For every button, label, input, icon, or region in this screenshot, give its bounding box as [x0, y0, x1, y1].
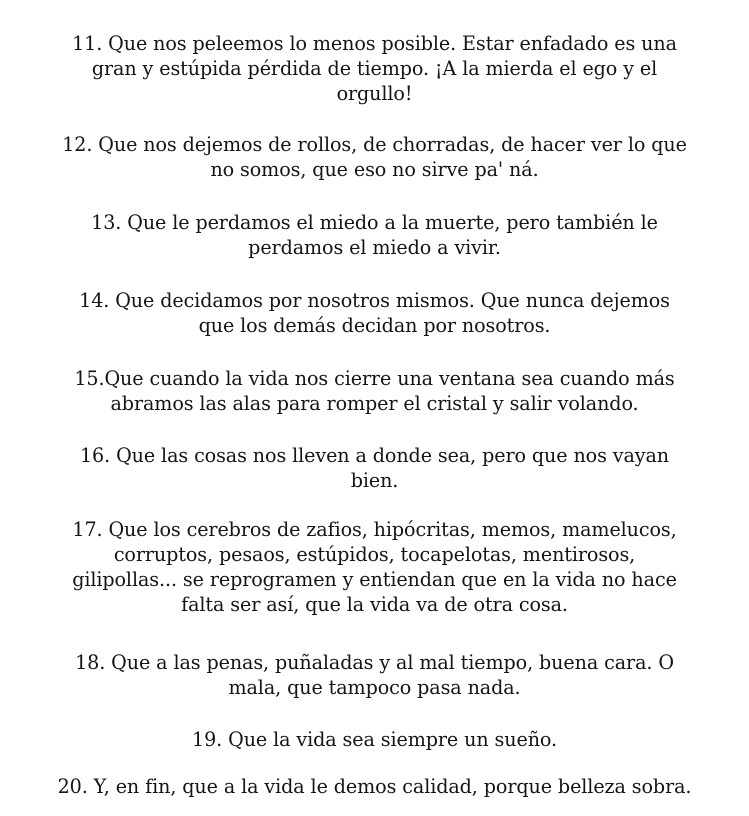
list-item-12 — [0, 132, 749, 182]
list-item-20 — [0, 774, 749, 799]
text-line: 18. Que a las penas, puñaladas y al mal tiempo, buena cara. O — [75, 651, 674, 674]
text-line: corruptos, pesaos, estúpidos, tocapelotas, mentirosos, — [113, 543, 636, 566]
list-item-17 — [0, 517, 749, 617]
text-line: 16. Que las cosas nos lleven a donde sea, pero que nos vayan — [79, 444, 670, 467]
text-line: 19. Que la vida sea siempre un sueño. — [192, 728, 557, 751]
text-line: no somos, que eso no sirve pa' ná. — [210, 158, 539, 181]
list-item-16 — [0, 443, 749, 493]
text-line: 11. Que nos peleemos lo menos posible. Estar enfadado es una — [72, 32, 677, 55]
text-line: abramos las alas para romper el cristal y salir volando. — [110, 392, 639, 415]
list-item-11 — [0, 31, 749, 106]
list-item-14 — [0, 288, 749, 338]
list-item-18 — [0, 650, 749, 700]
text-line: 13. Que le perdamos el miedo a la muerte, pero también le — [91, 211, 658, 234]
text-line: 17. Que los cerebros de zafios, hipócritas, memos, mamelucos, — [72, 518, 677, 541]
text-line: bien. — [350, 469, 399, 492]
text-line: falta ser así, que la vida va de otra cosa. — [181, 593, 568, 616]
list-item-19 — [0, 727, 749, 752]
text-line: perdamos el miedo a vivir. — [248, 236, 501, 259]
text-line: mala, que tampoco pasa nada. — [228, 676, 521, 699]
text-line: que los demás decidan por nosotros. — [198, 314, 551, 337]
text-line: gran y estúpida pérdida de tiempo. ¡A la mierda el ego y el — [91, 57, 658, 80]
text-line: orgullo! — [336, 82, 413, 105]
text-line: gilipollas... se reprogramen y entiendan que en la vida no hace — [72, 568, 677, 591]
text-line: 14. Que decidamos por nosotros mismos. Que nunca dejemos — [79, 289, 670, 312]
text-line: 12. Que nos dejemos de rollos, de chorradas, de hacer ver lo que — [62, 133, 687, 156]
list-item-15 — [0, 366, 749, 416]
text-line: 20. Y, en fin, que a la vida le demos calidad, porque belleza sobra. — [57, 775, 692, 798]
list-item-13 — [0, 210, 749, 260]
text-line: 15.Que cuando la vida nos cierre una ventana sea cuando más — [74, 367, 675, 390]
